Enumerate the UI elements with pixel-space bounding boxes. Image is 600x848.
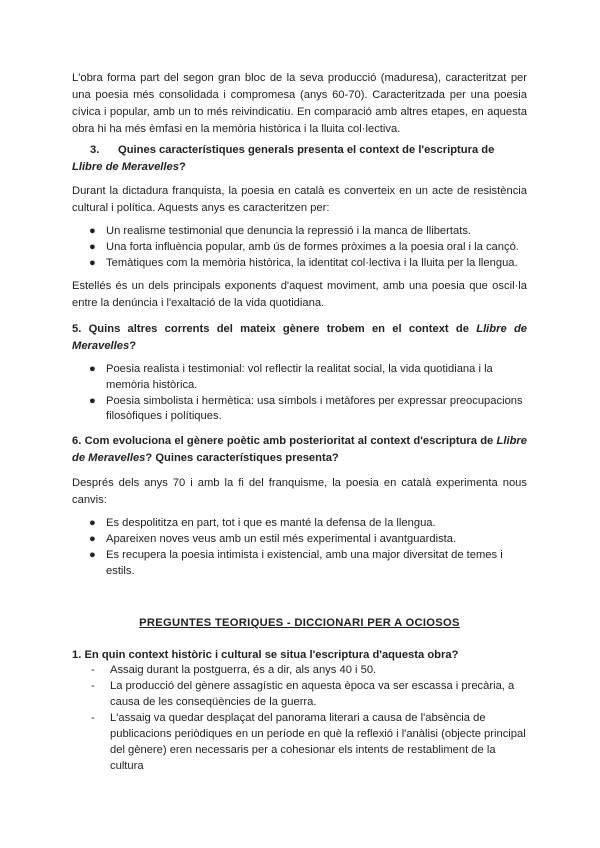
list-item-text: Temàtiques com la memòria històrica, la identitat col·lectiva i la lluita per la llengua. (106, 257, 518, 269)
question-3-heading (72, 142, 527, 176)
question-6-text: 6. Com evoluciona el gènere poètic amb posterioritat al context d'escriptura de (72, 435, 497, 447)
question-3-bullet-list (72, 224, 527, 272)
question-6-work: Llibre de Meravelles (72, 435, 527, 464)
bullet-icon: ● (89, 363, 96, 375)
question-3-answer: Durant la dictadura franquista, la poesia en català es converteix en un acte de resistència cultural i política. Aquests anys es caracteritzen per: (72, 185, 527, 214)
bullet-icon: ● (89, 257, 96, 269)
question-6-answer: Després dels anys 70 i amb la fi del franquisme, la poesia en català experimenta nous canvis: (72, 477, 527, 506)
list-item-text: Un realisme testimonial que denuncia la repressió i la manca de llibertats. (106, 225, 472, 237)
list-item (72, 240, 527, 256)
list-item-text: La producció del gènere assagístic en aquesta època va ser escassa i precària, a causa de les conseqüències de la guerra. (110, 680, 515, 708)
section-title: PREGUNTES TEORIQUES - DICCIONARI PER A OCIOSOS (139, 617, 460, 629)
list-item-text: L'assaig va quedar desplaçat del panorama literari a causa de l'absència de publicacions periòdiques en un període en què la reflexió i l'anàlisi (objecte principal del gènere) eren necessaris per a cohesionar els intents de restabliment de la cultura (110, 712, 526, 772)
question-3-work: Llibre de Meravelles (72, 161, 179, 173)
list-item (72, 362, 527, 393)
intro-paragraph: L'obra forma part del segon gran bloc de la seva producció (maduresa), caracteritzat per una poesia més consolidada i compromesa (anys 60-70). Caracteritzada per una poesia cívica i popular, amb un to més reivindicatiu. En comparació amb altres etapes, en aquesta obra hi ha més èmfasi en la memòria històrica i la lluita col·lectiva. (72, 72, 527, 135)
bullet-icon: ● (89, 533, 96, 545)
list-item (72, 516, 527, 532)
question-5-work: Llibre de Meravelles (72, 323, 528, 352)
list-item (72, 224, 527, 240)
question-3-text: Quines característiques generals presenta el context de l'escriptura de (118, 144, 495, 156)
dash-icon: - (91, 712, 95, 724)
question-5-bullet-list (72, 362, 527, 425)
question-6-bullet-list (72, 516, 527, 580)
bullet-icon: ● (89, 241, 96, 253)
list-item (72, 256, 527, 272)
section-question-1: 1. En quin context històric i cultural se situa l'escriptura d'aquesta obra? (72, 649, 459, 661)
bullet-icon: ● (89, 394, 96, 407)
dash-icon: - (91, 680, 95, 692)
list-item (72, 662, 527, 678)
section-question-1-dash-list (72, 662, 527, 774)
list-item (72, 710, 527, 774)
list-item-text: Es despolititza en part, tot i que es manté la defensa de la llengua. (106, 517, 436, 529)
bullet-icon: ● (89, 517, 96, 529)
list-item-text: Poesia realista i testimonial: vol reflectir la realitat social, la vida quotidiana i la memòria històrica. (106, 363, 493, 391)
question-3-closing: Estellés és un dels principals exponents d'aquest moviment, amb una poesia que oscil·la entre la denúncia i l'exaltació de la vida quotidiana. (72, 280, 527, 309)
list-item-text: Es recupera la poesia intimista i existencial, amb una major diversitat de temes i estils. (106, 549, 503, 577)
list-item-text: Poesia simbolista i hermètica: usa símbols i metàfores per expressar preocupacions filosòfiques i polítiques. (106, 394, 523, 422)
list-item-text: Apareixen noves veus amb un estil més experimental i avantguardista. (106, 533, 457, 545)
question-3-end: ? (178, 161, 186, 173)
list-item (72, 532, 527, 548)
question-5-heading (72, 321, 527, 355)
question-5-text: 5. Quins altres corrents del mateix gènere trobem en el context de (72, 323, 477, 335)
list-item (72, 548, 527, 579)
bullet-icon: ● (89, 549, 96, 561)
list-item (72, 394, 527, 425)
list-item-text: Una forta influència popular, amb ús de formes pròximes a la poesia oral i la cançó. (106, 241, 519, 253)
list-item-text: Assaig durant la postguerra, és a dir, als anys 40 i 50. (110, 664, 377, 676)
question-6-end: ? Quines característiques presenta? (145, 452, 339, 464)
question-5-end: ? (129, 340, 137, 352)
dash-icon: - (91, 664, 95, 676)
bullet-icon: ● (89, 225, 96, 237)
question-3-number: 3. (90, 144, 100, 156)
question-6-heading (72, 433, 527, 467)
list-item (72, 678, 527, 710)
